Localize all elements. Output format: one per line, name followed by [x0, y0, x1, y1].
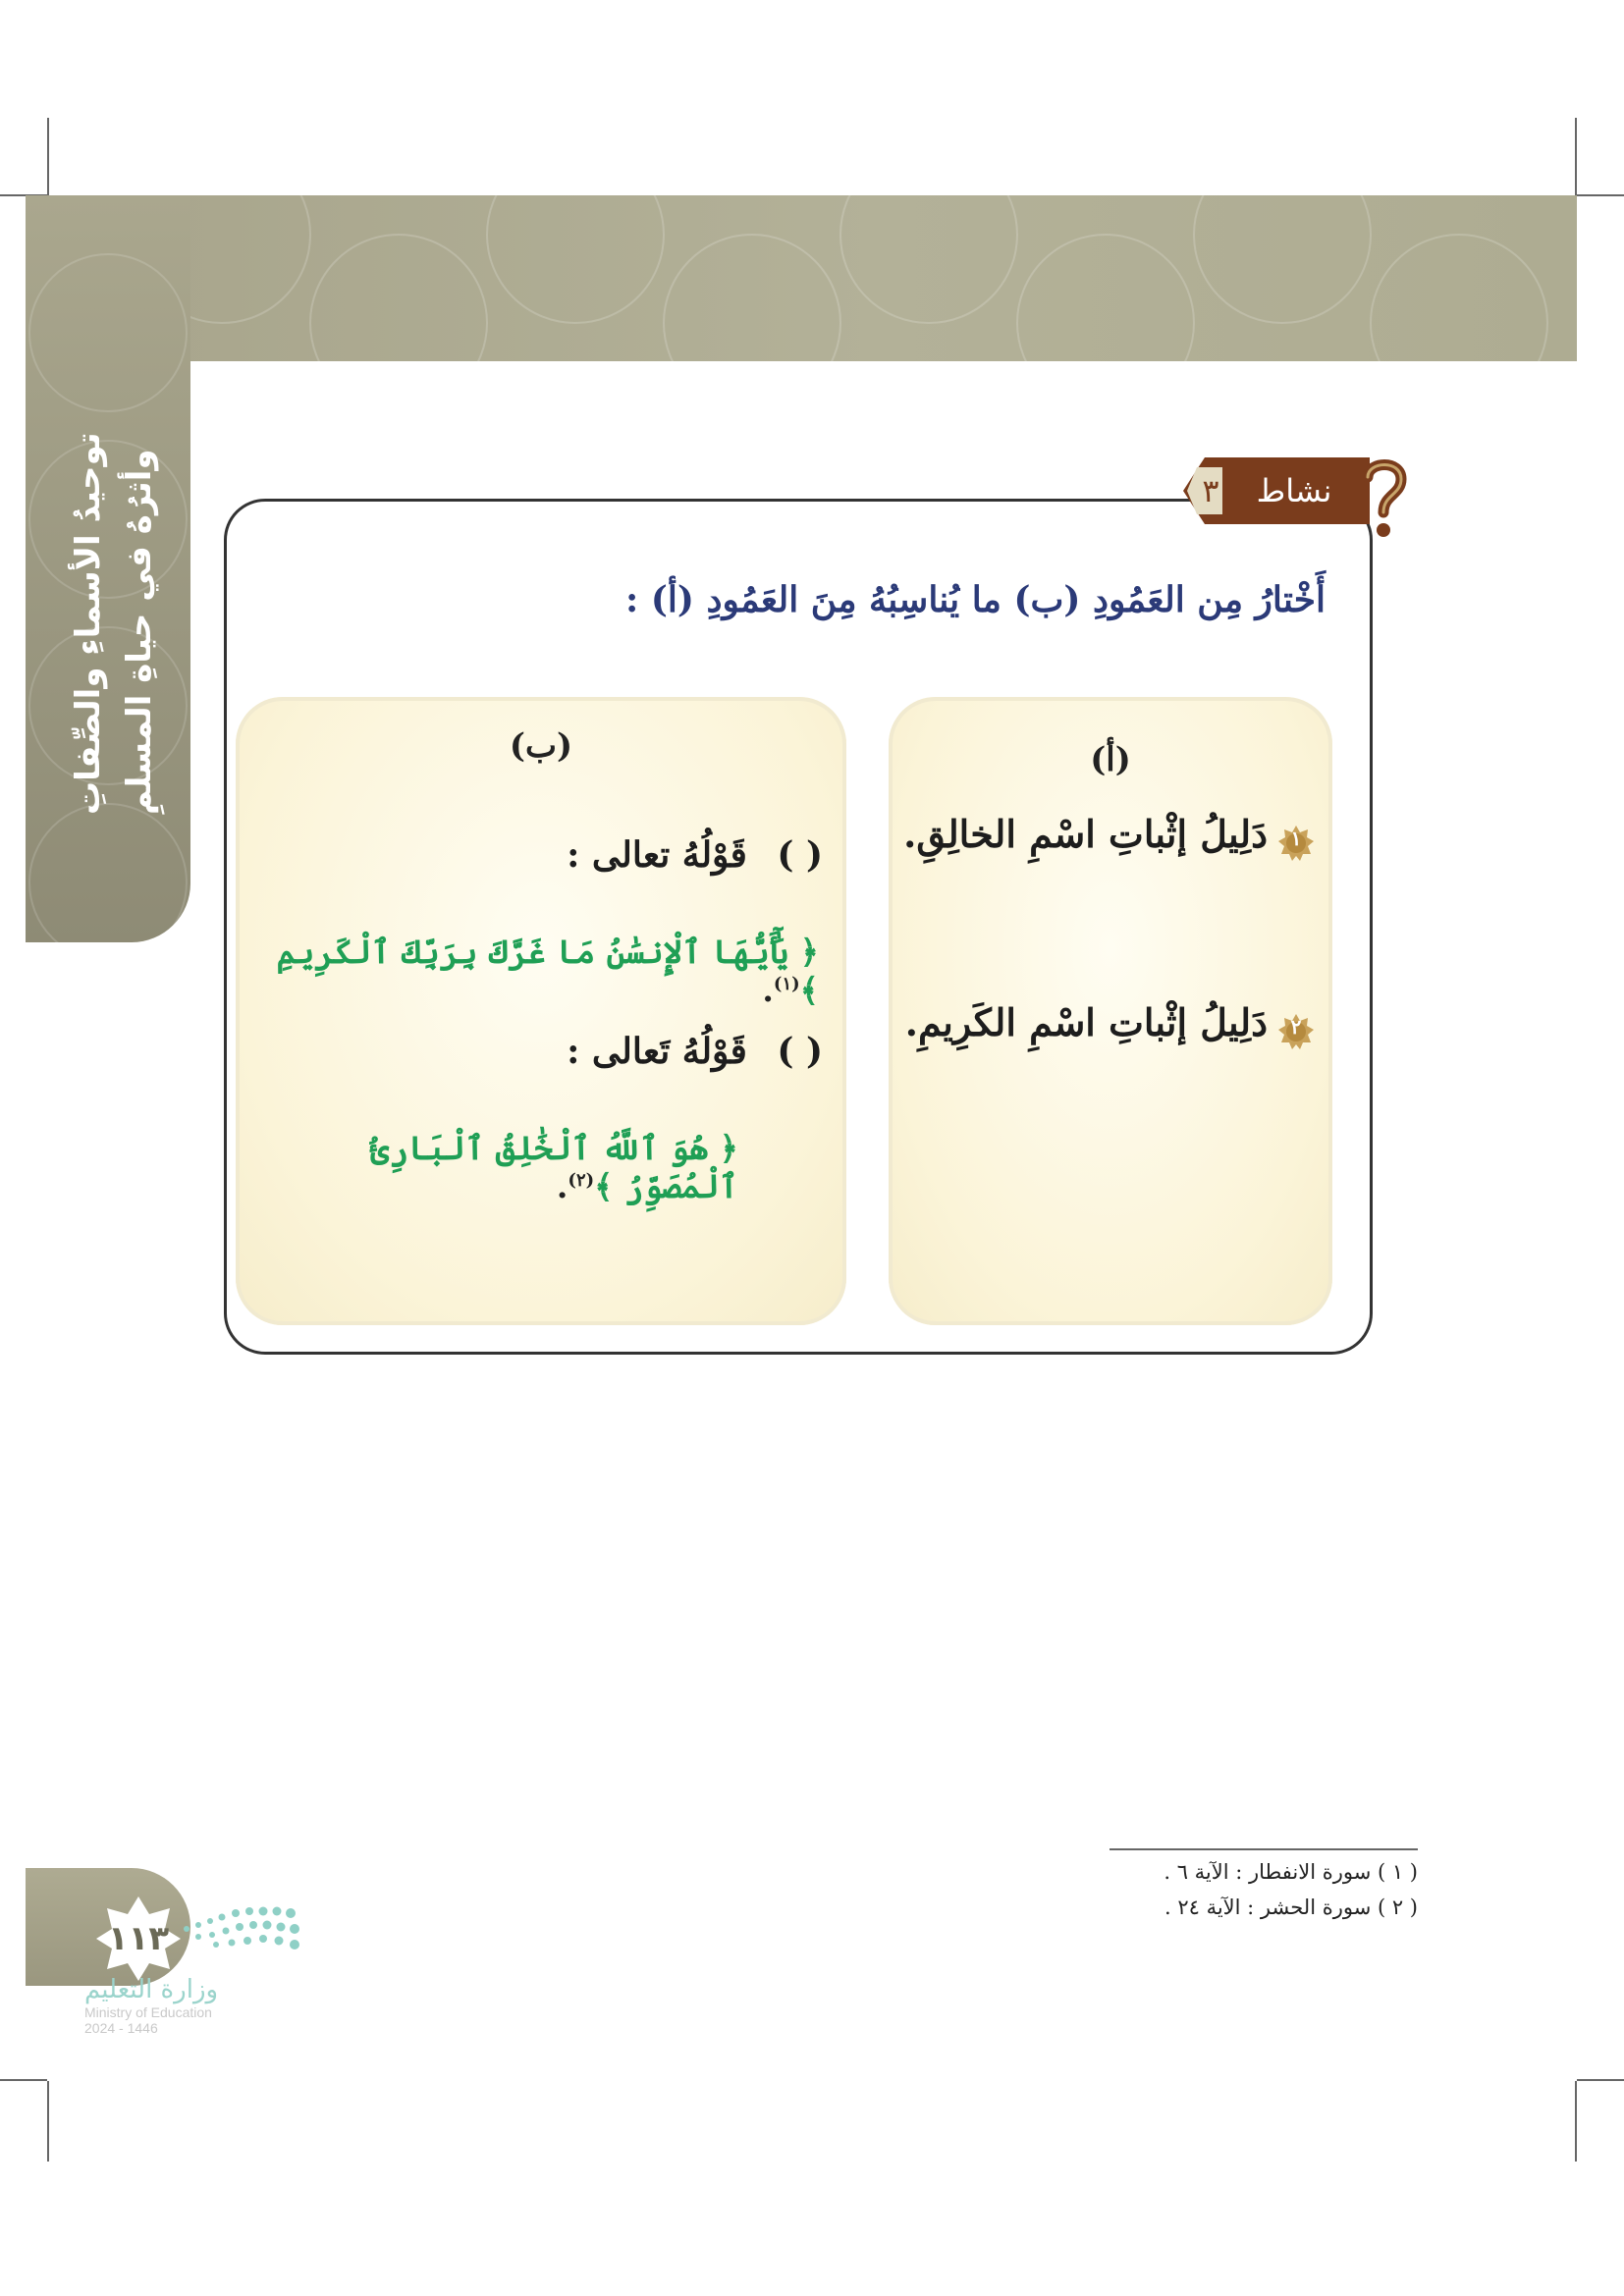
ministry-name-english: Ministry of Education	[84, 2004, 212, 2020]
footnote-1: ( ١ ) سورة الانفطار : الآية ٦ .	[1164, 1860, 1418, 1884]
ministry-name-arabic: وزارة التعليم	[84, 1975, 219, 2004]
verse-intro: قَوْلُهُ تعالى :	[567, 834, 747, 876]
crop-mark	[0, 2079, 47, 2081]
verse-1: ﴿ يَٰٓأَيُّهَا ٱلْإِنسَٰنُ مَا غَرَّكَ بِرَبِّكَ ٱلْكَرِيمِ ﴾$^{(١)}$.	[276, 933, 819, 1009]
page-number: ١١٣	[107, 1919, 170, 1958]
activity-badge	[1183, 452, 1399, 542]
answer-blank[interactable]: ( )	[777, 834, 823, 876]
footnote-ref-1: (١)	[773, 974, 800, 994]
footnote-rule	[1110, 1848, 1418, 1850]
crop-mark	[47, 2081, 49, 2162]
crop-mark	[1575, 2081, 1577, 2162]
activity-number: ٣	[1202, 472, 1219, 509]
question-mark-icon	[1358, 455, 1409, 542]
banner-pattern	[26, 195, 1577, 361]
crop-mark	[1575, 118, 1577, 198]
verse-2: ﴿ هُوَ ٱللَّهُ ٱلْخَٰلِقُ ٱلْبَارِئُ ٱلْمُصَوِّرُ ﴾$^{(٢)}$.	[370, 1129, 738, 1205]
crop-mark	[47, 118, 49, 198]
column-a-item-2: ٢ دَلِيلُ إثْباتِ اسْمِ الكَرِيمِ.	[902, 993, 1315, 1052]
footnote-2: ( ٢ ) سورة الحشر : الآية ٢٤ .	[1164, 1896, 1418, 1919]
crop-mark	[1577, 194, 1624, 196]
column-a	[889, 697, 1332, 1325]
header-banner	[26, 195, 1577, 361]
activity-instruction: أَخْتارُ مِن العَمُودِ (ب) ما يُناسِبُهُ مِنَ العَمُودِ (أ) :	[625, 579, 1326, 620]
ministry-logo	[84, 1975, 281, 2036]
column-b-item-1	[273, 834, 823, 876]
activity-label: نشاط ٣	[1230, 469, 1358, 512]
verse-intro: قَوْلُهُ تَعالى :	[567, 1031, 747, 1072]
column-b	[236, 697, 846, 1325]
column-a-item-1: ١ دَلِيلُ إثْباتِ اسْمِ الخالِقِ.	[902, 805, 1315, 864]
chapter-title-line1: توحيدُ الأسماءِ والصِّفاتِ	[69, 432, 108, 815]
ministry-logo-dots	[177, 1899, 324, 1958]
chapter-title	[69, 353, 177, 815]
crop-mark	[1577, 2079, 1624, 2081]
column-a-header: (أ)	[1090, 740, 1131, 779]
column-b-header: (ب)	[509, 726, 573, 766]
number-badge-icon: ١	[1277, 820, 1315, 857]
ministry-year: 2024 - 1446	[84, 2020, 158, 2036]
column-b-item-2	[273, 1031, 823, 1072]
footnote-ref-2: (٢)	[568, 1170, 595, 1191]
chapter-title-line2: وأثرُهُ في حياةِ المسلمِ	[120, 449, 159, 815]
answer-blank[interactable]: ( )	[777, 1031, 823, 1072]
number-badge-icon: ٢	[1277, 1008, 1315, 1045]
